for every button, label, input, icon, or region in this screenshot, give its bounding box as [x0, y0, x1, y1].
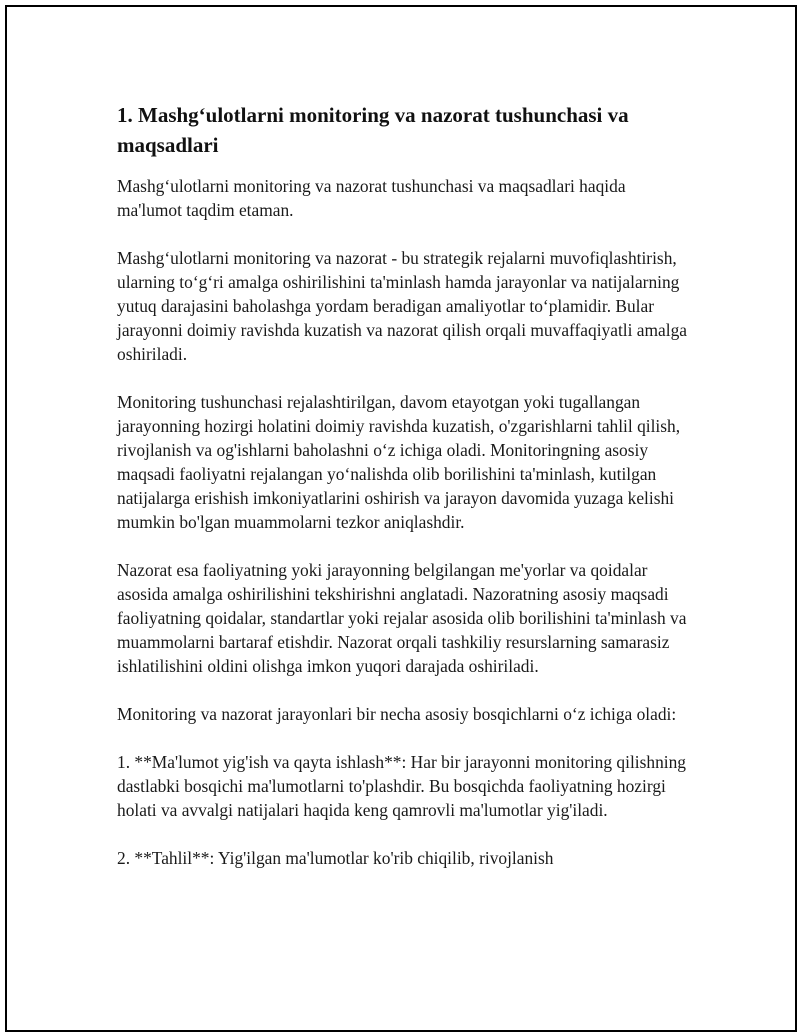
- document-body: [117, 100, 692, 894]
- paragraph-definition: Mashg‘ulotlarni monitoring va nazorat - bu strategik rejalarni muvofiqlashtirish, ularning to‘g‘ri amalga oshirilishini ta'minlash hamda jarayonlar va natijalarning yutuq darajasini baholashga yordam beradigan amaliyotlar to‘plamidir. Bular jarayonni doimiy ravishda kuzatish va nazorat qilish orqali muvaffaqiyatli amalga oshiriladi.: [117, 248, 688, 364]
- paragraph-intro: Mashg‘ulotlarni monitoring va nazorat tushunchasi va maqsadlari haqida ma'lumot taqdim etaman.: [117, 176, 626, 220]
- paragraph-control: Nazorat esa faoliyatning yoki jarayonning belgilangan me'yorlar va qoidalar asosida amalga oshirilishini tekshirishni anglatadi. Nazoratning asosiy maqsadi faoliyatning qoidalar, standartlar yoki rejalar asosida olib borilishini ta'minlash va muammolarni bartaraf etishdir. Nazorat orqali tashkiliy resurslarning samarasiz ishlatilishini oldini olishga imkon yuqori darajada oshiriladi.: [117, 560, 687, 676]
- list-item-analysis: 2. **Tahlil**: Yig'ilgan ma'lumotlar ko'rib chiqilib, rivojlanish: [117, 848, 554, 868]
- page-frame: [5, 5, 797, 1032]
- paragraph-monitoring: Monitoring tushunchasi rejalashtirilgan, davom etayotgan yoki tugallangan jarayonning hozirgi holatini doimiy ravishda kuzatish, o'zgarishlarni tahlil qilish, rivojlanish va og'ishlarni baholashni o‘z ichiga oladi. Monitoringning asosiy maqsadi faoliyatni rejalangan yo‘nalishda olib borilishini ta'minlash, kutilgan natijalarga erishish imkoniyatlarini oshirish va jarayon davomida yuzaga kelishi mumkin bo'lgan muammolarni tezkor aniqlashdir.: [117, 392, 681, 532]
- paragraph-stages-intro: Monitoring va nazorat jarayonlari bir necha asosiy bosqichlarni o‘z ichiga oladi:: [117, 704, 677, 724]
- section-heading: 1. Mashg‘ulotlarni monitoring va nazorat tushunchasi va maqsadlari: [117, 103, 629, 157]
- list-item-data-collection: 1. **Ma'lumot yig'ish va qayta ishlash**: Har bir jarayonni monitoring qilishning dastlabki bosqichi ma'lumotlarni to'plashdir. Bu bosqichda faoliyatning hozirgi holati va avvalgi natijalari haqida keng qamrovli ma'lumotlar yig'iladi.: [117, 752, 686, 820]
